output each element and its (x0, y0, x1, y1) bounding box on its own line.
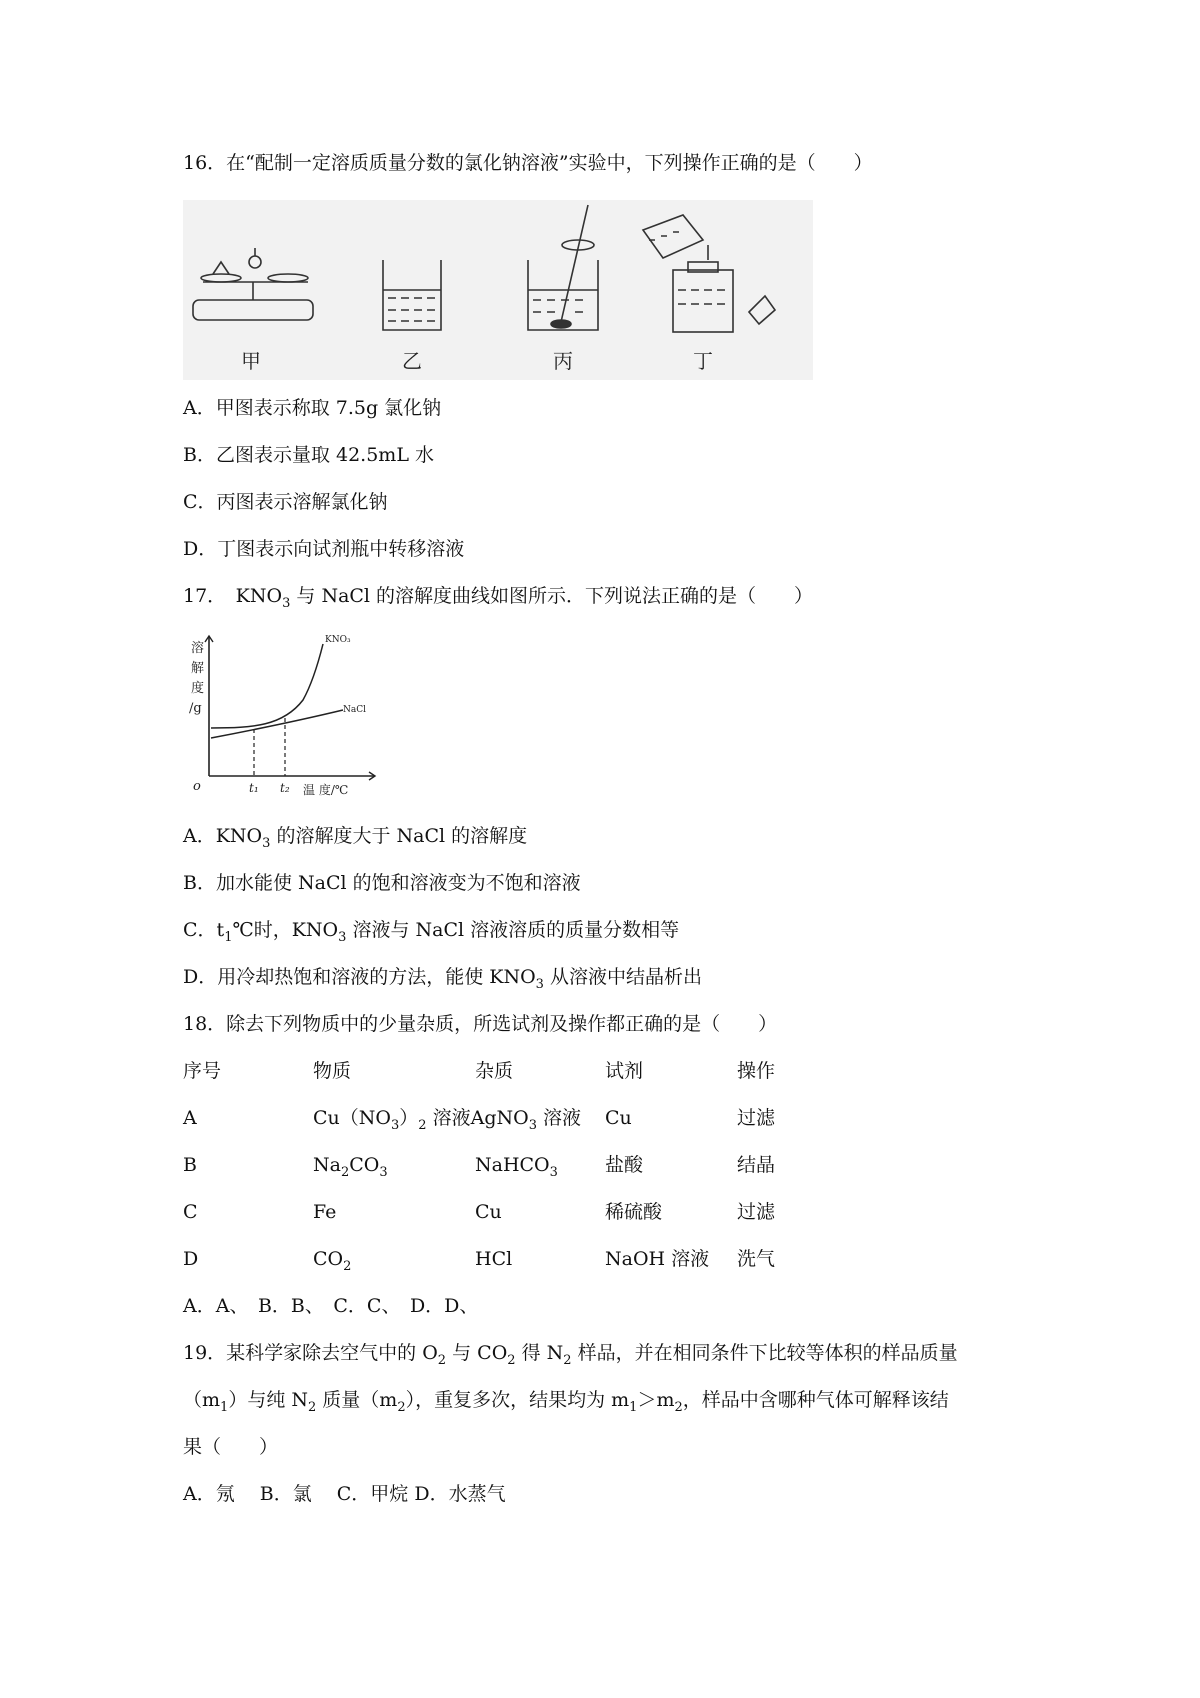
table-row-b-id: B (183, 1154, 197, 1176)
fig-label-yi: 乙 (402, 349, 422, 373)
q17-option-b: B．加水能使 NaCl 的饱和溶液变为不饱和溶液 (183, 872, 581, 894)
table-row-d-reagent: NaOH 溶液 (605, 1248, 710, 1270)
table-row-d-impurity: HCl (475, 1248, 513, 1270)
fig-label-ding: 丁 (693, 349, 713, 373)
ylabel-char-1: 溶 (191, 641, 205, 656)
table-row-d-operation: 洗气 (737, 1248, 776, 1270)
t2-label: t₂ (280, 781, 290, 795)
table-row-b-reagent: 盐酸 (605, 1154, 644, 1176)
nacl-legend: NaCl (343, 705, 367, 715)
t1-label: t₁ (249, 781, 259, 795)
ylabel-char-4: /g (189, 701, 202, 716)
q19-stem-line-1: 19．某科学家除去空气中的 $O_2$ 与 $CO_2$ 得 $N_2$ 样品，并在相同条件下比较等体积的样品质量 (183, 1342, 958, 1368)
q16-apparatus-figure (183, 200, 813, 380)
table-header-index: 序号 (183, 1060, 222, 1082)
q17-option-d: D．用冷却热饱和溶液的方法，能使 $KNO_3$ 从溶液中结晶析出 (183, 966, 702, 992)
q16-stem: 16．在“配制一定溶质质量分数的氯化钠溶液”实验中，下列操作正确的是（ ） (183, 152, 873, 174)
q16-option-c: C．丙图表示溶解氯化钠 (183, 491, 388, 513)
xlabel: 温 度/℃ (303, 783, 349, 797)
fig-label-jia: 甲 (241, 349, 261, 373)
table-row-b-impurity: NaHCO$_3$ (475, 1154, 558, 1180)
kno3-legend: KNO₃ (325, 635, 351, 645)
q18-stem: 18．除去下列物质中的少量杂质，所选试剂及操作都正确的是（ ） (183, 1013, 778, 1035)
table-header-reagent: 试剂 (605, 1060, 644, 1082)
table-row-a-substance: $Cu(NO_3)_2$ 溶液AgNO$_3$ 溶液 (313, 1107, 582, 1133)
q17-option-c: C．$t_1℃$时，$KNO_3$ 溶液与 NaCl 溶液溶质的质量分数相等 (183, 919, 680, 945)
table-header-substance: 物质 (313, 1060, 352, 1082)
q16-option-b: B．乙图表示量取 42.5mL 水 (183, 444, 434, 466)
ylabel-char-3: 度 (191, 681, 205, 696)
table-row-a-reagent: Cu (605, 1107, 632, 1129)
table-row-c-operation: 过滤 (737, 1201, 776, 1223)
table-row-d-id: D (183, 1248, 199, 1270)
q16-option-a: A．甲图表示称取 7.5g 氯化钠 (183, 397, 442, 419)
q18-answer-options: A．A、 B．B、 C．C、 D．D、 (183, 1295, 479, 1317)
table-header-impurity: 杂质 (475, 1060, 514, 1082)
origin-label: o (193, 779, 201, 794)
table-row-c-reagent: 稀硫酸 (605, 1201, 663, 1223)
ylabel-char-2: 解 (191, 661, 205, 676)
solubility-curve-svg (183, 630, 383, 800)
q16-option-d: D．丁图表示向试剂瓶中转移溶液 (183, 538, 465, 560)
q19-stem-line-3: 果（ ） (183, 1436, 279, 1458)
solubility-curve-graph (183, 630, 383, 800)
apparatus-drawing (183, 200, 813, 380)
q17-option-a: A．$KNO_3$ 的溶解度大于 NaCl 的溶解度 (183, 825, 528, 851)
q19-answer-options: A．氖 B．氯 C．甲烷 D．水蒸气 (183, 1483, 506, 1505)
table-header-operation: 操作 (737, 1060, 776, 1082)
table-row-a-operation: 过滤 (737, 1107, 776, 1129)
table-row-b-substance: $Na_2CO_3$ (313, 1154, 388, 1180)
fig-label-bing: 丙 (553, 349, 573, 373)
table-row-c-id: C (183, 1201, 198, 1223)
table-row-c-substance: Fe (313, 1201, 337, 1223)
table-row-c-impurity: Cu (475, 1201, 502, 1223)
kno3-curve (211, 644, 323, 728)
nacl-curve (211, 710, 343, 738)
q17-stem: 17． $KNO_3$ 与 NaCl 的溶解度曲线如图所示．下列说法正确的是（ ） (183, 585, 814, 611)
table-row-b-operation: 结晶 (737, 1154, 776, 1176)
table-row-a-id: A (183, 1107, 197, 1129)
table-row-d-substance: $CO_2$ (313, 1248, 352, 1274)
q19-stem-line-2: $(m_1)$与纯 $N_2$ 质量$(m_2)$，重复多次，结果均为 $m_1>m_2$，样品中含哪种气体可解释该结 (183, 1389, 949, 1415)
